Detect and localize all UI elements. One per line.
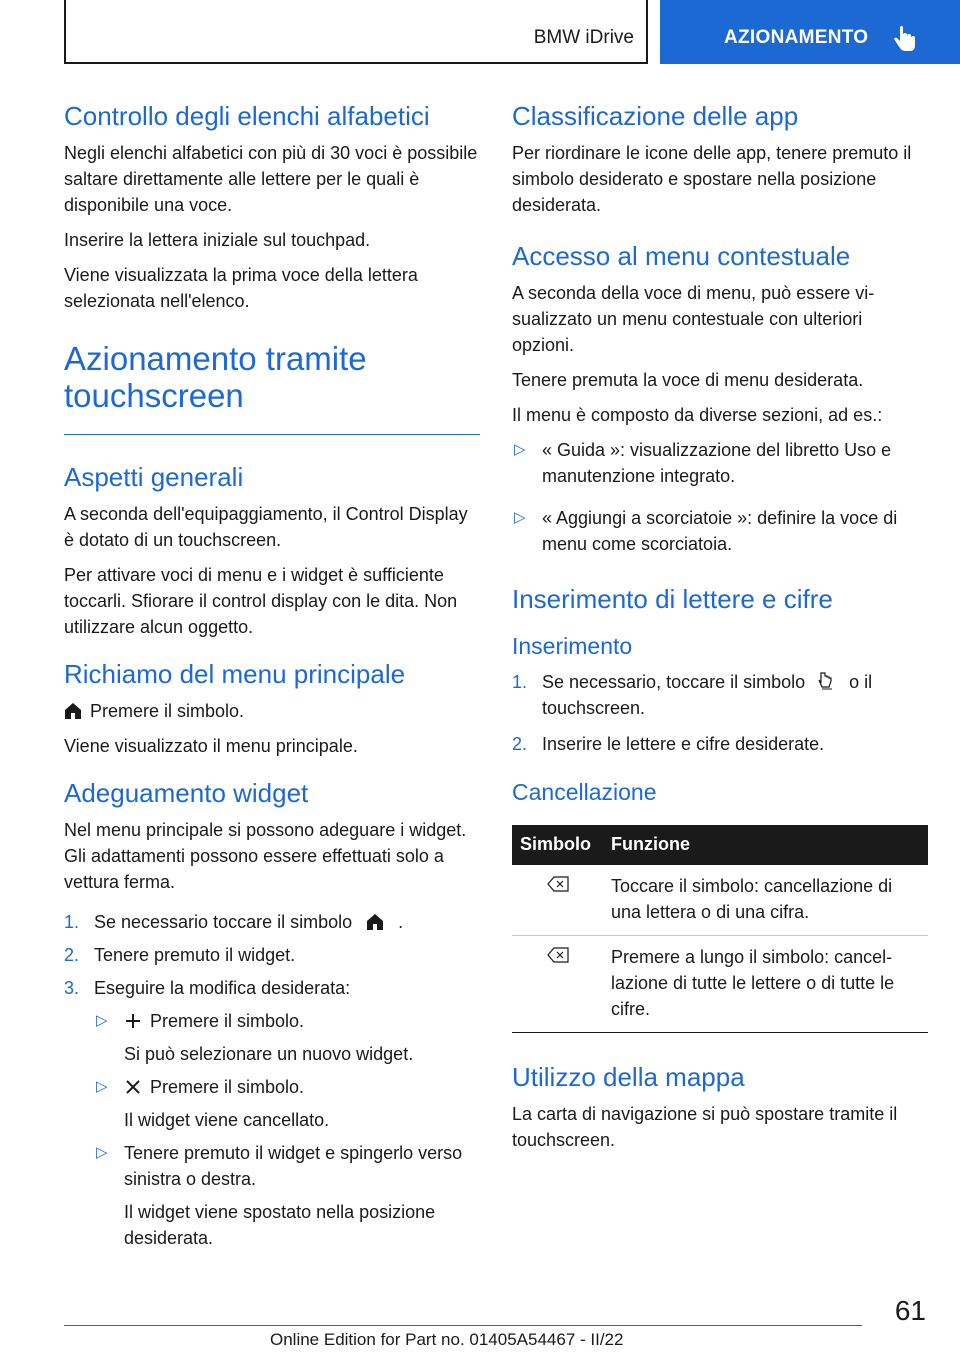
context-menu-bullets [512, 437, 928, 557]
list-item [64, 975, 480, 1001]
sub-step-text: Premere il simbolo. [150, 1077, 305, 1097]
list-item [64, 909, 480, 935]
list-item [512, 437, 928, 489]
close-icon [124, 1078, 142, 1096]
chapter-divider [64, 434, 480, 435]
section-tab [660, 0, 960, 64]
table-cell-symbol [512, 865, 603, 936]
step-number: 1. [512, 672, 528, 692]
home-icon [366, 913, 384, 931]
right-column [512, 100, 928, 1162]
chapter-title-line1: Azionamento tramite [64, 340, 367, 377]
sub-step-note: Si può selezionare un nuovo widget. [124, 1044, 414, 1064]
input-steps [512, 669, 928, 757]
triangle-bullet-icon: ▷ [96, 1144, 108, 1161]
header-frame [64, 0, 648, 64]
heading-map-usage: Utilizzo della mappa [512, 1062, 745, 1092]
paragraph: A seconda della voce di menu, può essere visualizzato un menu contestuale con ulteriori opzioni. [512, 283, 875, 355]
section-tab-label: AZIONAMENTO [724, 27, 869, 48]
step-number: 2. [64, 945, 80, 965]
list-item [512, 505, 928, 557]
table-cell-function: Premere a lungo il simbolo: cancellazione di tutte le lettere o di tutte le cifre. [603, 936, 928, 1033]
paragraph: Per attivare voci di menu e i widget è sufficiente toccarli. Sfiorare il control display con le dita. Non utilizzare alcun oggetto. [64, 565, 458, 637]
table-header-symbol: Simbolo [512, 825, 603, 865]
paragraph: Negli elenchi alfabetici con più di 30 voci è possibile saltare direttamente alle lettere per le quali è disponibile una voce. [64, 143, 478, 215]
main-menu-instruction [64, 698, 480, 724]
left-column [64, 100, 480, 1258]
triangle-bullet-icon: ▷ [96, 1012, 108, 1029]
subheading-delete: Cancellazione [512, 779, 657, 805]
paragraph: Viene visualizzata la prima voce della lettera selezionata nell'elenco. [64, 265, 418, 311]
header-title: BMW iDrive [533, 27, 634, 48]
paragraph: Viene visualizzato il menu principale. [64, 736, 358, 756]
heading-letters-digits: Inserimento di lettere e cifre [512, 584, 833, 614]
step-number: 1. [64, 912, 80, 932]
table-row [512, 936, 928, 1033]
chapter-title [64, 340, 480, 414]
heading-app-sorting: Classificazione delle app [512, 101, 799, 131]
step-text-tail: . [398, 912, 404, 932]
page-number: 61 [894, 1295, 926, 1326]
footer-divider [64, 1325, 862, 1326]
list-item [512, 731, 928, 757]
heading-main-menu: Richiamo del menu principale [64, 659, 406, 689]
table-header-function: Funzione [603, 825, 928, 865]
subheading-input: Inserimento [512, 633, 633, 659]
heading-widget-adjust: Adeguamento widget [64, 778, 309, 808]
triangle-bullet-icon: ▷ [514, 441, 526, 458]
widget-steps [64, 909, 480, 1001]
triangle-bullet-icon: ▷ [96, 1078, 108, 1095]
step-text: Tenere premuto il widget. [94, 945, 296, 965]
step-number: 2. [512, 734, 528, 754]
heading-alphabetical-lists: Controllo degli elenchi alfabetici [64, 101, 430, 131]
step-text: Inserire le lettere e cifre desiderate. [542, 734, 825, 754]
paragraph: Per riordinare le icone delle app, tenere premuto il simbolo desiderato e spostare nella posizione desiderata. [512, 143, 912, 215]
delete-symbol-table [512, 825, 928, 1033]
table-header-row [512, 825, 928, 865]
backspace-icon [547, 947, 569, 963]
plus-icon [124, 1012, 142, 1030]
table-row [512, 865, 928, 936]
sub-step-text: Premere il simbolo. [150, 1011, 305, 1031]
list-item [94, 1074, 480, 1133]
sub-step-note: Il widget viene spostato nella posizione desiderata. [124, 1202, 436, 1248]
list-item [94, 1140, 480, 1251]
backspace-icon [547, 876, 569, 892]
paragraph: A seconda dell'equipaggiamento, il Control Display è dotato di un touchscreen. [64, 504, 468, 550]
heading-general-aspects: Aspetti generali [64, 462, 244, 492]
list-item [94, 1008, 480, 1067]
heading-context-menu: Accesso al menu contestuale [512, 241, 851, 271]
touch-hand-icon [892, 24, 918, 52]
list-item [512, 669, 928, 721]
step-number: 3. [64, 978, 80, 998]
paragraph: Il menu è composto da diverse sezioni, ad es.: [512, 405, 883, 425]
step-text: Se necessario toccare il simbolo [94, 912, 353, 932]
table-cell-symbol [512, 936, 603, 1033]
bullet-text: « Guida »: visualizzazione del libretto Uso e manutenzione integrato. [542, 440, 892, 486]
sub-step-text: Tenere premuto il widget e spingerlo verso sinistra o destra. [124, 1143, 463, 1189]
home-icon [64, 702, 82, 720]
list-item [64, 942, 480, 968]
paragraph: Tenere premuta la voce di menu desiderata. [512, 370, 864, 390]
chapter-title-line2: touchscreen [64, 377, 244, 414]
sub-step-note: Il widget viene cancellato. [124, 1110, 330, 1130]
bullet-text: « Aggiungi a scorciatoie »: definire la voce di menu come scorciatoia. [542, 508, 898, 554]
step-text: Eseguire la modifica desiderata: [94, 978, 351, 998]
widget-sub-steps [64, 1008, 480, 1251]
step-text-tail: o il touchscreen. [542, 672, 873, 718]
paragraph: Inserire la lettera iniziale sul touchpad. [64, 230, 371, 250]
paragraph: Nel menu principale si possono adeguare i widget. Gli adattamenti possono essere effettuati solo a vettura ferma. [64, 820, 467, 892]
handwriting-icon [817, 671, 837, 691]
footer-edition: Online Edition for Part no. 01405A54467 - II/22 [270, 1330, 624, 1349]
table-cell-function: Toccare il simbolo: cancellazione di una lettera o di una cifra. [603, 865, 928, 936]
paragraph: Premere il simbolo. [90, 701, 245, 721]
step-text: Se necessario, toccare il simbolo [542, 672, 806, 692]
triangle-bullet-icon: ▷ [514, 509, 526, 526]
paragraph: La carta di navigazione si può spostare tramite il touchscreen. [512, 1104, 898, 1150]
